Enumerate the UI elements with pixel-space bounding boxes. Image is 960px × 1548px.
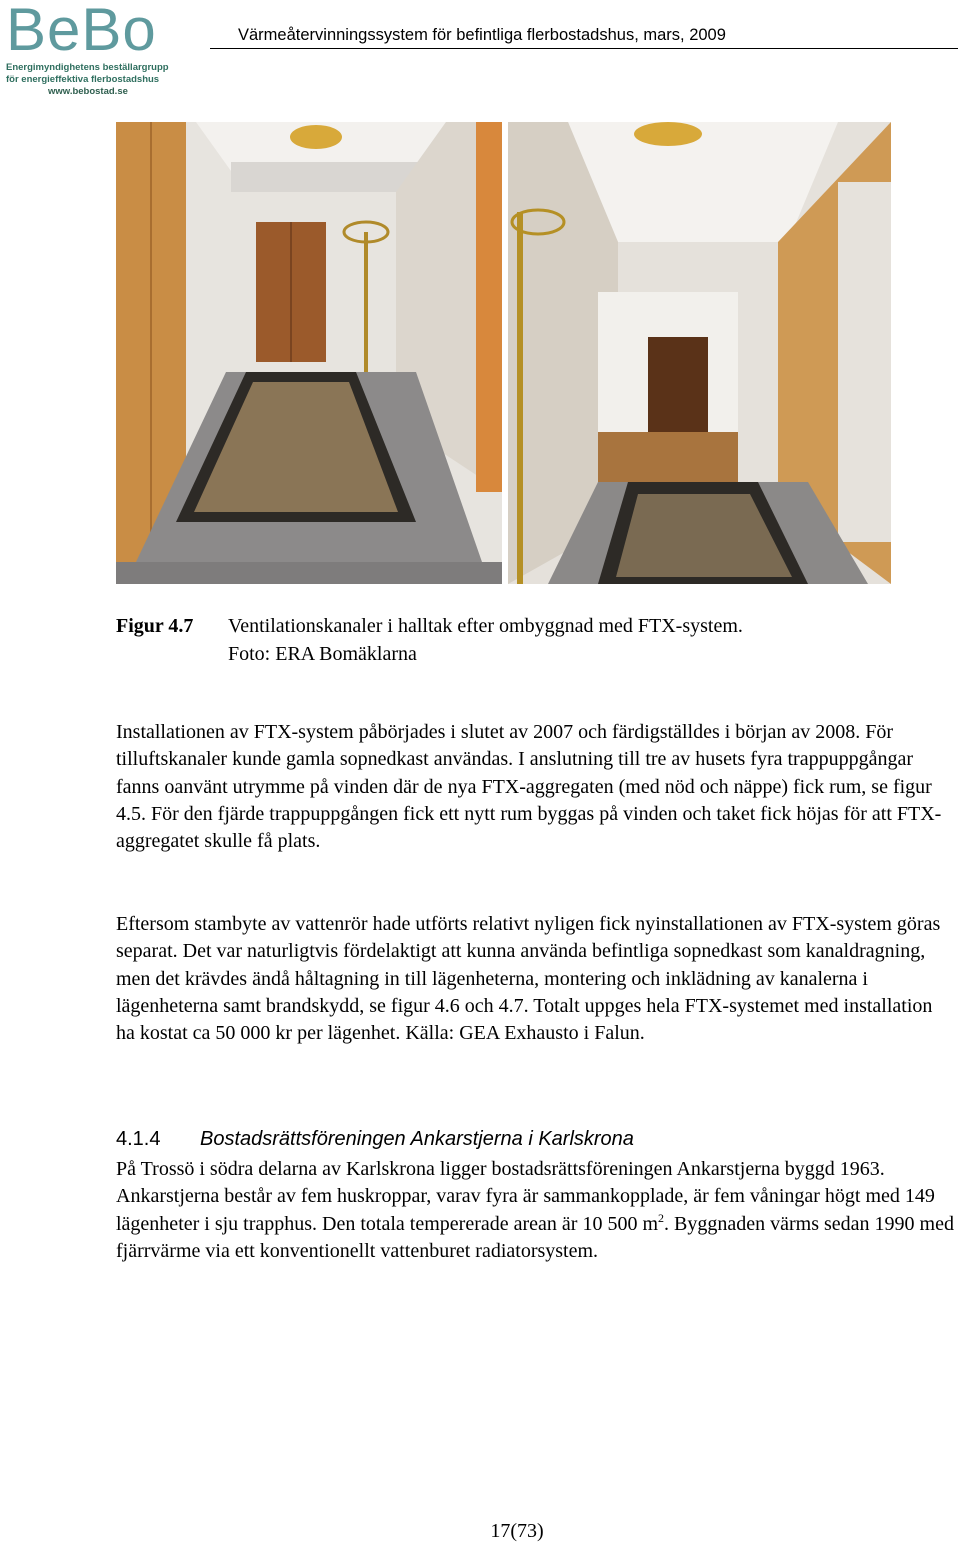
- section-number: 4.1.4: [116, 1128, 161, 1150]
- paragraph-ankarstjerna: [116, 1156, 956, 1265]
- logo-url: www.bebostad.se: [48, 86, 128, 97]
- logo-wordmark: BeBo: [6, 0, 157, 63]
- paragraph-ankarstjerna-part2: . Byggnaden värms sedan 1990 med fjärrvärme via ett konventionellt vattenburet radiatorsystem.: [116, 1212, 954, 1262]
- superscript-2: 2: [658, 1210, 665, 1225]
- paragraph-ankarstjerna-part1: På Trossö i södra delarna av Karlskrona ligger bostadsrättsföreningen Ankarstjerna byggd 1963. Ankarstjerna består av fem huskroppar, varav fyra är sammankopplade, är fem våningar högt med 149 lägenheter i sju trapphus. Den totala tempererade arean är 10 500 m: [116, 1158, 935, 1235]
- hallway-photo-right: [508, 122, 891, 584]
- section-title: Bostadsrättsföreningen Ankarstjerna i Karlskrona: [200, 1128, 634, 1150]
- figure-caption: [116, 612, 916, 668]
- paragraph-stambyte: Eftersom stambyte av vattenrör hade utförts relativt nyligen fick nyinstallationen av FTX-system göras separat. Det var naturligtvis fördelaktigt att kunna använda befintliga sopnedkast som kanaldragning, men det krävdes ändå håltagning in till lägenheterna, montering och inklädning av kanalerna i lägenheterna samt brandskydd, se figur 4.6 och 4.7. Totalt uppges hela FTX-systemet med installation ha kostat ca 50 000 kr per lägenhet. Källa: GEA Exhausto i Falun.: [116, 913, 941, 1045]
- logo-tagline-1: Energimyndighetens beställargrupp: [6, 62, 169, 73]
- figure-photo-credit: Foto: ERA Bomäklarna: [228, 643, 417, 665]
- figure-caption-text: Ventilationskanaler i halltak efter ombyggnad med FTX-system.: [228, 615, 743, 637]
- logo-tagline-2: för energieffektiva flerbostadshus: [6, 74, 160, 85]
- header-divider: [210, 48, 958, 49]
- figure-label: Figur 4.7: [116, 615, 194, 637]
- page-number: 17(73): [490, 1520, 544, 1542]
- section-heading: [116, 1128, 634, 1151]
- hallway-photo-left: [116, 122, 502, 584]
- bebo-logo: [6, 0, 186, 97]
- document-header-title: Värmeåtervinningssystem för befintliga flerbostadshus, mars, 2009: [238, 26, 726, 44]
- paragraph-installation: Installationen av FTX-system påbörjades i slutet av 2007 och färdigställdes i början av 2008. För tilluftskanaler kunde gamla sopnedkast användas. I anslutning till tre av husets fyra trappuppgångar fanns oanvänt utrymme på vinden där de nya FTX-aggregaten (med nöd och näppe) fick rum, se figur 4.5. För den fjärde trappuppgången fick ett nytt rum byggas på vinden och taket fick höjas för att FTX-aggregatet skulle få plats.: [116, 721, 942, 853]
